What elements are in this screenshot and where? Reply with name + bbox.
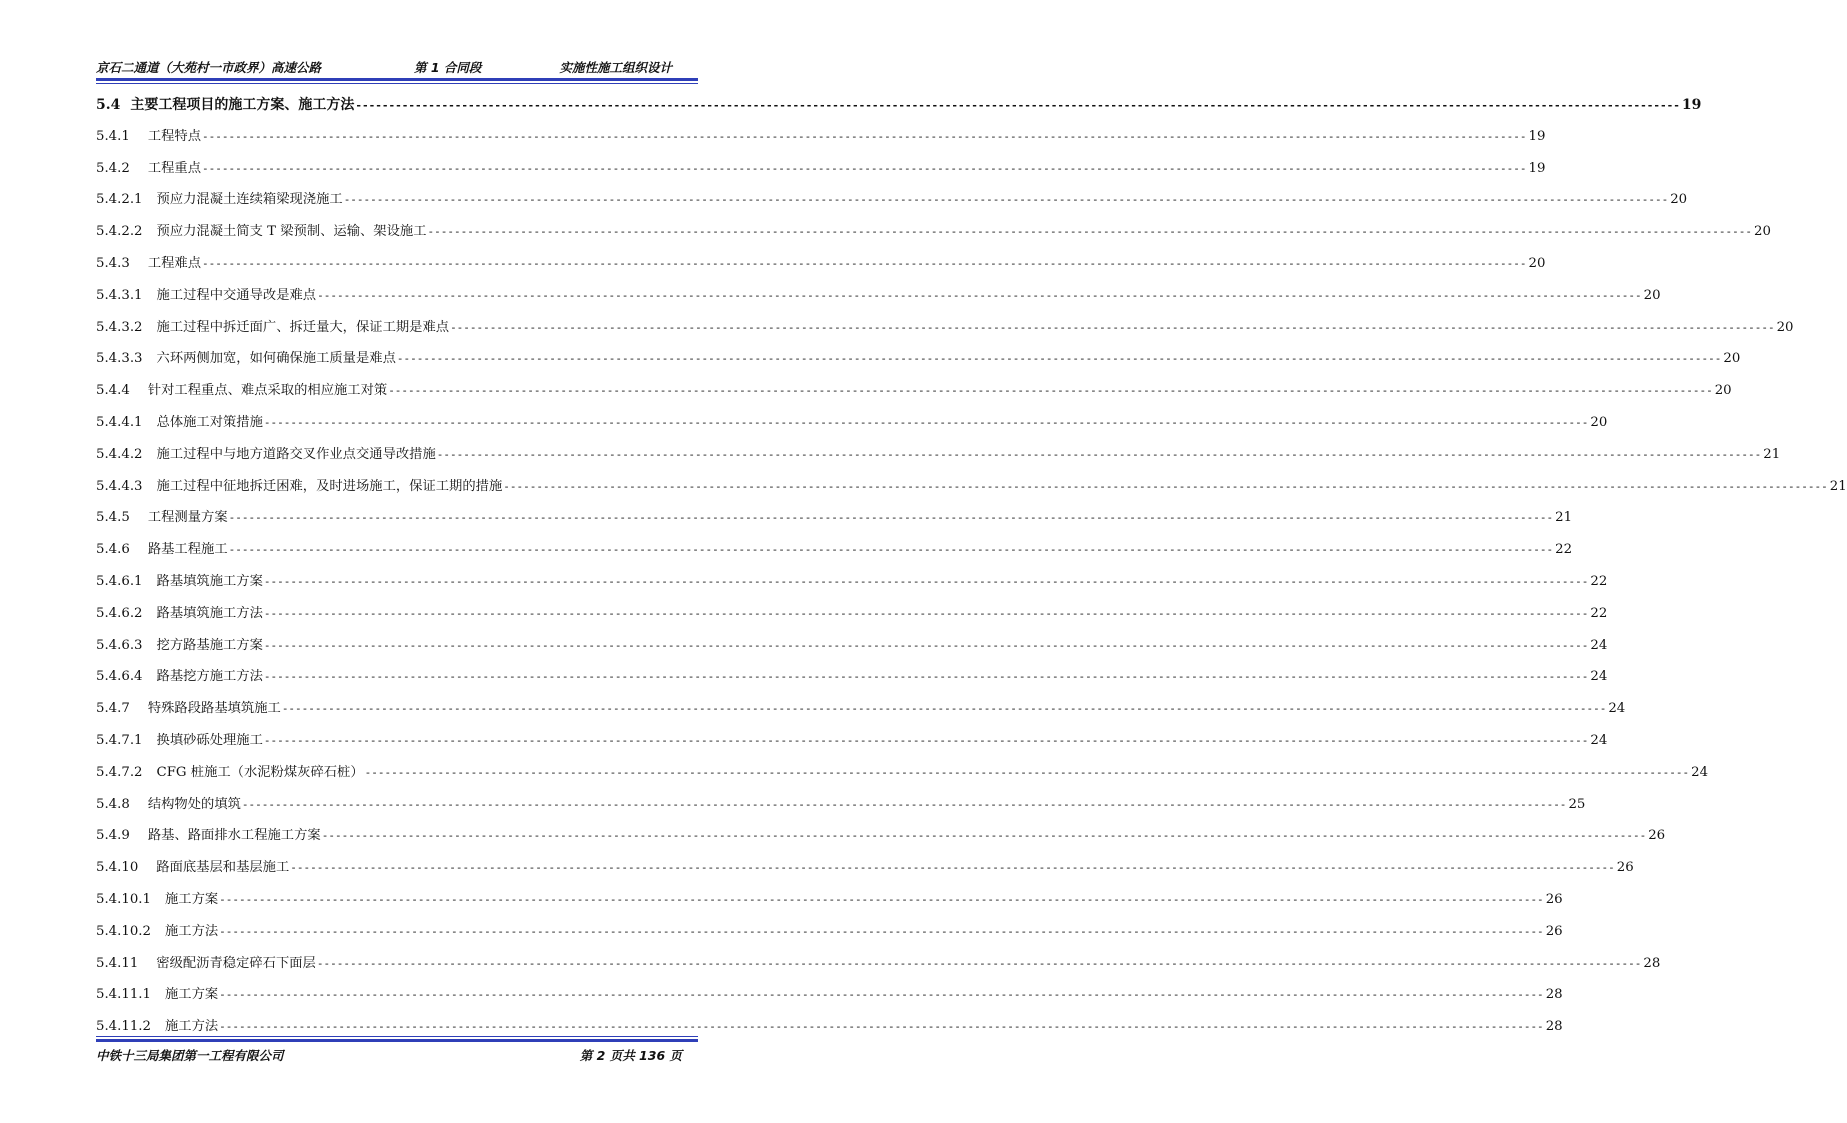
toc-entry-title: 工程测量方案 <box>147 510 228 526</box>
toc-entry-page: 20 <box>1643 287 1661 303</box>
toc-dot-leader: -------------------------------------------------------------------------------------------------------------------------------------------------------------------------------------------------------- <box>219 988 1544 1002</box>
toc-entry-title: 施工方法 <box>164 923 219 939</box>
toc-entry-number: 5.4.4.3 <box>96 478 143 494</box>
header-project-name: 京石二通道（大苑村一市政界）高速公路 <box>96 60 322 75</box>
toc-entry-page: 22 <box>1590 605 1608 621</box>
page-header <box>96 58 698 78</box>
toc-dot-leader: -------------------------------------------------------------------------------------------------------------------------------------------------------------------------------------------------------- <box>321 829 1647 843</box>
toc-entry-page: 20 <box>1590 414 1608 430</box>
toc-entry-number: 5.4.11.2 <box>96 1019 151 1035</box>
toc-entry-title: 总体施工对策措施 <box>156 414 263 430</box>
toc-entry[interactable] <box>96 159 1546 191</box>
toc-entry[interactable] <box>96 572 1608 604</box>
toc-entry-number: 5.4.3 <box>96 255 130 271</box>
toc-entry[interactable] <box>96 95 1702 127</box>
toc-entry-number: 5.4.6 <box>96 542 130 558</box>
toc-entry[interactable] <box>96 1017 1563 1049</box>
toc-dot-leader: -------------------------------------------------------------------------------------------------------------------------------------------------------------------------------------------------------- <box>228 543 1554 557</box>
toc-entry-page: 24 <box>1608 701 1626 717</box>
footer-company-name: 中铁十三局集团第一工程有限公司 <box>96 1048 284 1063</box>
toc-entry-page: 21 <box>1555 510 1573 526</box>
toc-dot-leader: -------------------------------------------------------------------------------------------------------------------------------------------------------------------------------------------------------- <box>503 479 1828 493</box>
toc-entry-number: 5.4.9 <box>96 828 130 844</box>
toc-entry-title: 六环两侧加宽，如何确保施工质量是难点 <box>156 351 396 367</box>
toc-entry-title: 施工过程中交通导改是难点 <box>156 287 317 303</box>
toc-entry-page: 24 <box>1590 732 1608 748</box>
toc-entry-number: 5.4.3.3 <box>96 351 143 367</box>
toc-entry[interactable] <box>96 922 1563 954</box>
toc-dot-leader: -------------------------------------------------------------------------------------------------------------------------------------------------------------------------------------------------------- <box>427 225 1753 239</box>
toc-dot-leader: -------------------------------------------------------------------------------------------------------------------------------------------------------------------------------------------------------- <box>450 320 1775 334</box>
toc-entry-page: 20 <box>1754 224 1771 240</box>
toc-entry[interactable] <box>96 826 1666 858</box>
toc-entry[interactable] <box>96 445 1781 477</box>
toc-entry-number: 5.4.7 <box>96 701 130 717</box>
toc-entry-title: 挖方路基施工方案 <box>156 637 263 653</box>
toc-dot-leader: -------------------------------------------------------------------------------------------------------------------------------------------------------------------------------------------------------- <box>343 193 1669 207</box>
toc-entry-page: 24 <box>1691 764 1709 780</box>
table-of-contents <box>96 95 1847 1049</box>
toc-entry-number: 5.4.7.1 <box>96 732 143 748</box>
toc-entry-title: 施工过程中拆迁面广、拆迁量大，保证工期是难点 <box>156 319 450 335</box>
toc-entry-page: 25 <box>1568 796 1586 812</box>
toc-entry-number: 5.4.4.2 <box>96 446 143 462</box>
toc-entry[interactable] <box>96 636 1608 668</box>
toc-entry-page: 28 <box>1545 987 1563 1003</box>
toc-entry-page: 28 <box>1643 955 1661 971</box>
toc-dot-leader: -------------------------------------------------------------------------------------------------------------------------------------------------------------------------------------------------------- <box>202 256 1527 270</box>
toc-entry-title: 路基挖方施工方法 <box>156 669 263 685</box>
toc-entry[interactable] <box>96 127 1546 159</box>
toc-entry-title: 特殊路段路基填筑施工 <box>147 701 281 717</box>
toc-entry-page: 19 <box>1681 97 1702 113</box>
toc-entry[interactable] <box>96 954 1661 986</box>
footer-rule-thick <box>96 1039 698 1042</box>
toc-dot-leader: -------------------------------------------------------------------------------------------------------------------------------------------------------------------------------------------------------- <box>219 892 1544 906</box>
toc-entry-title: 路基填筑施工方案 <box>156 573 263 589</box>
toc-entry-title: 路面底基层和基层施工 <box>156 860 290 876</box>
toc-entry-page: 24 <box>1590 637 1608 653</box>
toc-entry-number: 5.4.8 <box>96 796 130 812</box>
toc-dot-leader: -------------------------------------------------------------------------------------------------------------------------------------------------------------------------------------------------------- <box>355 99 1680 112</box>
toc-entry-page: 28 <box>1545 1019 1563 1035</box>
toc-entry-title: 路基填筑施工方法 <box>156 605 263 621</box>
toc-entry[interactable] <box>96 890 1563 922</box>
toc-dot-leader: -------------------------------------------------------------------------------------------------------------------------------------------------------------------------------------------------------- <box>436 447 1762 461</box>
toc-entry[interactable] <box>96 381 1732 413</box>
toc-entry-number: 5.4.3.2 <box>96 319 143 335</box>
toc-entry[interactable] <box>96 731 1608 763</box>
toc-entry[interactable] <box>96 222 1771 254</box>
toc-dot-leader: -------------------------------------------------------------------------------------------------------------------------------------------------------------------------------------------------------- <box>263 574 1589 588</box>
toc-entry-page: 20 <box>1723 351 1741 367</box>
toc-entry-number: 5.4 <box>96 97 121 113</box>
toc-entry-title: 路基、路面排水工程施工方案 <box>147 828 321 844</box>
toc-entry-title: 换填砂砾处理施工 <box>156 732 263 748</box>
header-document-title: 实施性施工组织设计 <box>559 60 672 75</box>
footer-page-number: 第 2 页共 136 页 <box>579 1048 682 1063</box>
toc-entry[interactable] <box>96 858 1634 890</box>
toc-entry[interactable] <box>96 413 1608 445</box>
toc-entry-title: 工程重点 <box>147 160 202 176</box>
toc-entry-title: CFG 桩施工（水泥粉煤灰碎石桩） <box>156 764 364 780</box>
toc-entry[interactable] <box>96 699 1626 731</box>
toc-entry-number: 5.4.10.2 <box>96 923 151 939</box>
toc-entry-number: 5.4.10.1 <box>96 891 151 907</box>
toc-entry-number: 5.4.4 <box>96 383 130 399</box>
toc-entry[interactable] <box>96 763 1709 795</box>
toc-dot-leader: -------------------------------------------------------------------------------------------------------------------------------------------------------------------------------------------------------- <box>388 384 1713 398</box>
toc-entry[interactable] <box>96 254 1546 286</box>
toc-entry[interactable] <box>96 318 1794 350</box>
toc-entry-title: 工程难点 <box>147 255 202 271</box>
toc-entry-number: 5.4.6.2 <box>96 605 143 621</box>
toc-dot-leader: -------------------------------------------------------------------------------------------------------------------------------------------------------------------------------------------------------- <box>263 415 1589 429</box>
toc-entry-page: 26 <box>1545 891 1563 907</box>
toc-dot-leader: -------------------------------------------------------------------------------------------------------------------------------------------------------------------------------------------------------- <box>317 288 1642 302</box>
toc-entry[interactable] <box>96 985 1563 1017</box>
toc-entry[interactable] <box>96 349 1741 381</box>
toc-dot-leader: -------------------------------------------------------------------------------------------------------------------------------------------------------------------------------------------------------- <box>241 797 1567 811</box>
toc-entry-number: 5.4.2.1 <box>96 192 143 208</box>
toc-entry-number: 5.4.11 <box>96 955 139 971</box>
toc-entry-page: 20 <box>1714 383 1732 399</box>
footer-rule-thin <box>96 1036 698 1037</box>
toc-dot-leader: -------------------------------------------------------------------------------------------------------------------------------------------------------------------------------------------------------- <box>281 702 1607 716</box>
toc-entry-page: 20 <box>1670 192 1688 208</box>
toc-dot-leader: -------------------------------------------------------------------------------------------------------------------------------------------------------------------------------------------------------- <box>219 1020 1544 1034</box>
toc-dot-leader: -------------------------------------------------------------------------------------------------------------------------------------------------------------------------------------------------------- <box>364 765 1690 779</box>
toc-entry-page: 19 <box>1528 128 1546 144</box>
toc-entry-title: 结构物处的填筑 <box>147 796 241 812</box>
toc-entry[interactable] <box>96 667 1608 699</box>
toc-entry-page: 21 <box>1829 478 1847 494</box>
toc-entry-number: 5.4.7.2 <box>96 764 143 780</box>
toc-entry-number: 5.4.6.4 <box>96 669 143 685</box>
toc-entry-number: 5.4.3.1 <box>96 287 143 303</box>
toc-entry-title: 施工方法 <box>164 1019 219 1035</box>
toc-entry-page: 20 <box>1528 255 1546 271</box>
toc-entry-title: 针对工程重点、难点采取的相应施工对策 <box>147 383 388 399</box>
toc-entry-page: 22 <box>1555 542 1573 558</box>
toc-entry-number: 5.4.6.1 <box>96 573 143 589</box>
toc-entry-title: 施工过程中与地方道路交叉作业点交通导改措施 <box>156 446 436 462</box>
toc-entry-title: 路基工程施工 <box>147 542 228 558</box>
toc-dot-leader: -------------------------------------------------------------------------------------------------------------------------------------------------------------------------------------------------------- <box>263 670 1589 684</box>
toc-entry-title: 预应力混凝土简支 T 梁预制、运输、架设施工 <box>156 224 427 240</box>
toc-entry-number: 5.4.4.1 <box>96 414 143 430</box>
toc-entry-number: 5.4.10 <box>96 860 139 876</box>
toc-entry-title: 预应力混凝土连续箱梁现浇施工 <box>156 192 343 208</box>
toc-entry-number: 5.4.2.2 <box>96 224 143 240</box>
toc-entry-number: 5.4.2 <box>96 160 130 176</box>
toc-entry-page: 24 <box>1590 669 1608 685</box>
toc-entry[interactable] <box>96 508 1573 540</box>
toc-entry-title: 密级配沥青稳定碎石下面层 <box>156 955 316 971</box>
toc-entry-number: 5.4.1 <box>96 128 130 144</box>
toc-entry[interactable] <box>96 190 1688 222</box>
page-footer <box>96 1046 698 1066</box>
toc-entry-page: 26 <box>1648 828 1666 844</box>
toc-entry[interactable] <box>96 795 1586 827</box>
toc-dot-leader: -------------------------------------------------------------------------------------------------------------------------------------------------------------------------------------------------------- <box>316 956 1642 970</box>
toc-dot-leader: -------------------------------------------------------------------------------------------------------------------------------------------------------------------------------------------------------- <box>202 129 1527 143</box>
toc-entry[interactable] <box>96 477 1847 509</box>
toc-entry-page: 19 <box>1528 160 1546 176</box>
toc-entry-page: 21 <box>1763 446 1781 462</box>
toc-entry-title: 施工方案 <box>164 987 219 1003</box>
toc-dot-leader: -------------------------------------------------------------------------------------------------------------------------------------------------------------------------------------------------------- <box>396 352 1722 366</box>
toc-dot-leader: -------------------------------------------------------------------------------------------------------------------------------------------------------------------------------------------------------- <box>263 733 1589 747</box>
toc-entry-number: 5.4.5 <box>96 510 130 526</box>
toc-entry[interactable] <box>96 604 1608 636</box>
header-rule-thin <box>96 83 698 84</box>
toc-entry-title: 施工方案 <box>164 891 219 907</box>
toc-dot-leader: -------------------------------------------------------------------------------------------------------------------------------------------------------------------------------------------------------- <box>228 511 1554 525</box>
toc-entry-number: 5.4.6.3 <box>96 637 143 653</box>
toc-entry-title: 工程特点 <box>147 128 202 144</box>
toc-entry[interactable] <box>96 540 1573 572</box>
toc-entry-title: 主要工程项目的施工方案、施工方法 <box>130 97 355 113</box>
toc-entry-title: 施工过程中征地拆迁困难，及时进场施工，保证工期的措施 <box>156 478 503 494</box>
toc-entry-page: 26 <box>1545 923 1563 939</box>
header-contract-section: 第 1 合同段 <box>414 60 482 75</box>
toc-entry-page: 26 <box>1616 860 1634 876</box>
toc-dot-leader: -------------------------------------------------------------------------------------------------------------------------------------------------------------------------------------------------------- <box>219 924 1544 938</box>
toc-entry-page: 20 <box>1776 319 1794 335</box>
toc-entry[interactable] <box>96 286 1661 318</box>
toc-dot-leader: -------------------------------------------------------------------------------------------------------------------------------------------------------------------------------------------------------- <box>263 606 1589 620</box>
toc-entry-number: 5.4.11.1 <box>96 987 151 1003</box>
header-rule-thick <box>96 78 698 81</box>
toc-dot-leader: -------------------------------------------------------------------------------------------------------------------------------------------------------------------------------------------------------- <box>263 638 1589 652</box>
toc-entry-page: 22 <box>1590 573 1608 589</box>
toc-dot-leader: -------------------------------------------------------------------------------------------------------------------------------------------------------------------------------------------------------- <box>202 161 1527 175</box>
toc-dot-leader: -------------------------------------------------------------------------------------------------------------------------------------------------------------------------------------------------------- <box>290 861 1615 875</box>
